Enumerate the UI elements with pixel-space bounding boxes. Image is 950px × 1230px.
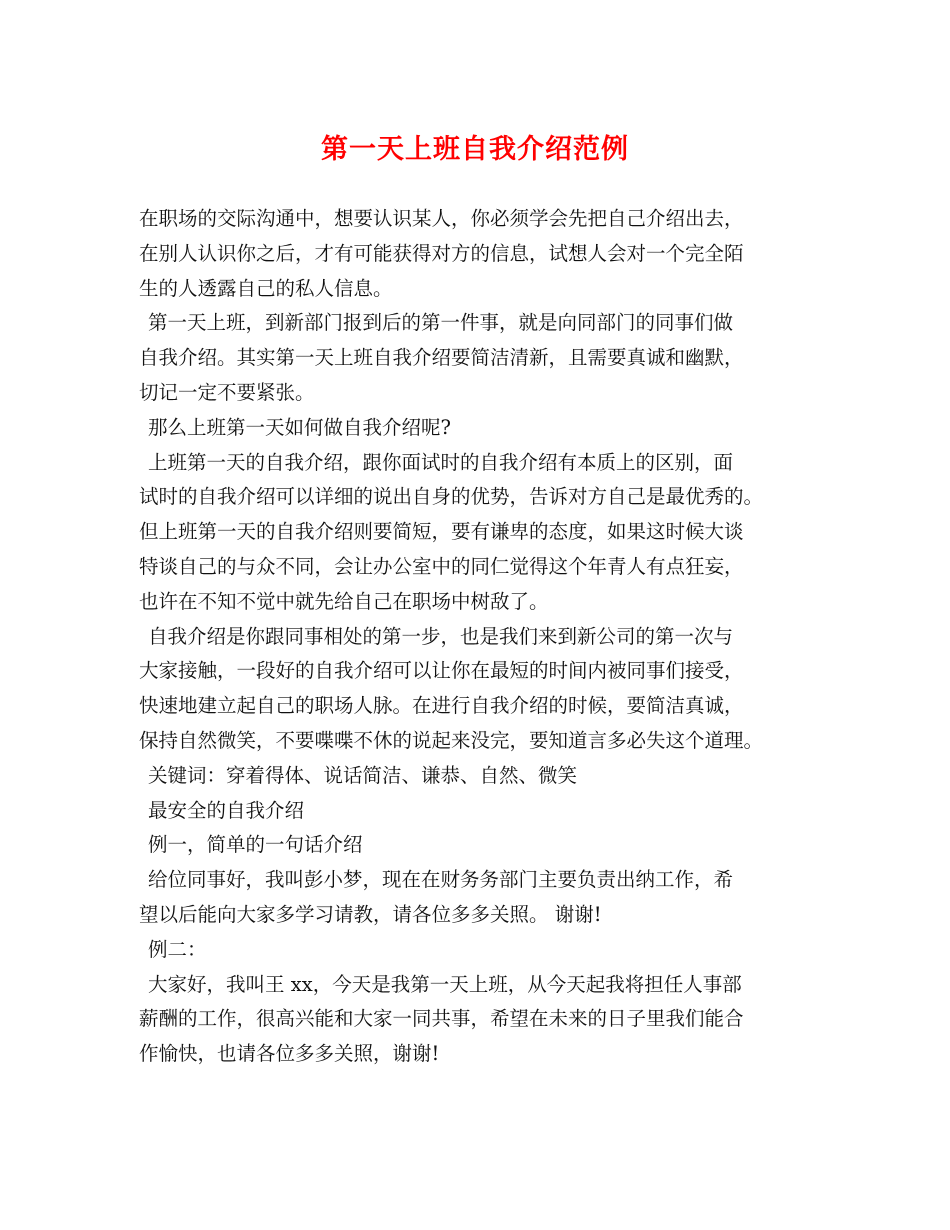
paragraph-line: 在别人认识你之后，才有可能获得对方的信息，试想人会对一个完全陌 [139, 241, 744, 265]
paragraph-line: 但上班第一天的自我介绍则要简短，要有谦卑的态度，如果这时候大谈 [139, 520, 744, 544]
paragraph-line: 第一天上班，到新部门报到后的第一件事，就是向同部门的同事们做 [148, 311, 734, 335]
paragraph-line: 保持自然微笑，不要喋喋不休的说起来没完，要知道言多必失这个道理。 [139, 728, 764, 752]
paragraph-line: 也许在不知不觉中就先给自己在职场中树敌了。 [139, 589, 549, 613]
paragraph-line: 最安全的自我介绍 [148, 798, 305, 822]
paragraph-line: 薪酬的工作，很高兴能和大家一同共事，希望在未来的日子里我们能合 [139, 1007, 744, 1031]
paragraph-line: 望以后能向大家多学习请教，请各位多多关照。 谢谢! [139, 902, 602, 926]
paragraph-line: 作愉快，也请各位多多关照，谢谢! [139, 1042, 440, 1066]
paragraph-line: 快速地建立起自己的职场人脉。在进行自我介绍的时候，要简洁真诚， [139, 694, 744, 718]
paragraph-line: 例二： [148, 937, 207, 961]
paragraph-line: 切记一定不要紧张。 [139, 380, 315, 404]
paragraph-line: 自我介绍是你跟同事相处的第一步，也是我们来到新公司的第一次与 [148, 624, 734, 648]
paragraph-line: 在职场的交际沟通中，想要认识某人，你必须学会先把自己介绍出去， [139, 207, 744, 230]
document-title: 第一天上班自我介绍范例 [321, 134, 629, 165]
paragraph-line: 大家接触，一段好的自我介绍可以让你在最短的时间内被同事们接受， [139, 659, 744, 683]
paragraph-line: 大家好，我叫王 xx，今天是我第一天上班，从今天起我将担任人事部 [148, 972, 742, 996]
document-body [139, 202, 839, 1072]
paragraph-line: 关键词：穿着得体、说话简洁、谦恭、自然、微笑 [148, 763, 578, 787]
paragraph-line: 试时的自我介绍可以详细的说出自身的优势，告诉对方自己是最优秀的。 [139, 485, 764, 509]
paragraph-line: 例一，简单的一句话介绍 [148, 833, 363, 857]
paragraph-line: 特谈自己的与众不同，会让办公室中的同仁觉得这个年青人有点狂妄， [139, 554, 744, 578]
paragraph-line: 那么上班第一天如何做自我介绍呢? [148, 415, 451, 439]
paragraph-line: 生的人透露自己的私人信息。 [139, 276, 393, 300]
paragraph-line: 自我介绍。其实第一天上班自我介绍要简洁清新，且需要真诚和幽默， [139, 346, 744, 370]
paragraph-line: 上班第一天的自我介绍，跟你面试时的自我介绍有本质上的区别，面 [148, 450, 734, 474]
paragraph-line: 给位同事好，我叫彭小梦，现在在财务务部门主要负责出纳工作，希 [148, 868, 734, 892]
